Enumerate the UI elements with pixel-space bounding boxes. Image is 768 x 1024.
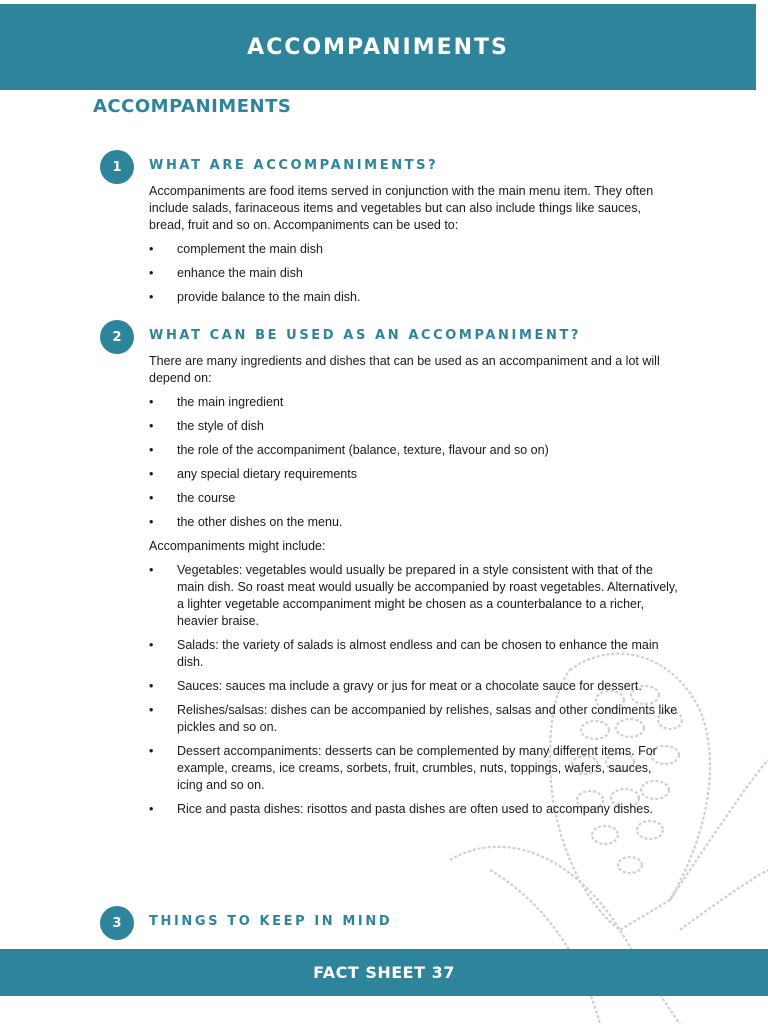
section-2-intro: There are many ingredients and dishes that can be used as an accompaniment and a lot will depend on: (149, 354, 660, 385)
list-item: • the other dishes on the menu. (149, 514, 679, 531)
section-3-heading: THINGS TO KEEP IN MIND (149, 914, 393, 929)
list-item: • Rice and pasta dishes: risottos and pasta dishes are often used to accompany dishes. (149, 801, 679, 818)
list-item: • the course (149, 490, 679, 507)
list-item: • the style of dish (149, 418, 679, 435)
document-title: ACCOMPANIMENTS (93, 96, 292, 117)
section-2-intro-2: Accompaniments might include: (149, 539, 326, 553)
list-item: • provide balance to the main dish. (149, 289, 679, 306)
section-2-dependency-list (149, 394, 679, 531)
section-3-number-badge: 3 (100, 906, 134, 940)
list-item: • Vegetables: vegetables would usually be prepared in a style consistent with that of the main dish. So roast meat would usually be accompanied by roast vegetables. Alternatively, a lighter vegetable accompaniment might be chosen as a counterbalance to a richer, heavier braise. (149, 562, 679, 630)
list-item: • complement the main dish (149, 241, 679, 258)
section-1-bullet-list (149, 241, 679, 306)
section-2-body (149, 353, 679, 825)
section-2-heading: WHAT CAN BE USED AS AN ACCOMPANIMENT? (149, 328, 582, 343)
section-1-number-badge: 1 (100, 150, 134, 184)
list-item: • the role of the accompaniment (balance, texture, flavour and so on) (149, 442, 679, 459)
list-item: • Sauces: sauces ma include a gravy or jus for meat or a chocolate sauce for dessert. (149, 678, 679, 695)
footer-banner (0, 949, 768, 996)
list-item: • the main ingredient (149, 394, 679, 411)
list-item: • Salads: the variety of salads is almost endless and can be chosen to enhance the main dish. (149, 637, 679, 671)
section-2-accompaniment-list (149, 562, 679, 818)
section-1-heading: WHAT ARE ACCOMPANIMENTS? (149, 158, 439, 173)
list-item: • any special dietary requirements (149, 466, 679, 483)
list-item: • enhance the main dish (149, 265, 679, 282)
banner-title: ACCOMPANIMENTS (247, 34, 509, 60)
header-banner (0, 4, 756, 90)
section-1-body (149, 183, 679, 313)
section-2-number-badge: 2 (100, 320, 134, 354)
section-1-intro: Accompaniments are food items served in conjunction with the main menu item. They often include salads, farinaceous items and vegetables but can also include things like sauces, bread, fruit and so on. Accompaniments can be used to: (149, 184, 654, 232)
list-item: • Relishes/salsas: dishes can be accompanied by relishes, salsas and other condiments like pickles and so on. (149, 702, 679, 736)
fact-sheet-label: FACT SHEET 37 (313, 963, 455, 982)
list-item: • Dessert accompaniments: desserts can be complemented by many different items. For example, creams, ice creams, sorbets, fruit, crumbles, nuts, toppings, wafers, sauces, icing and so on. (149, 743, 679, 794)
